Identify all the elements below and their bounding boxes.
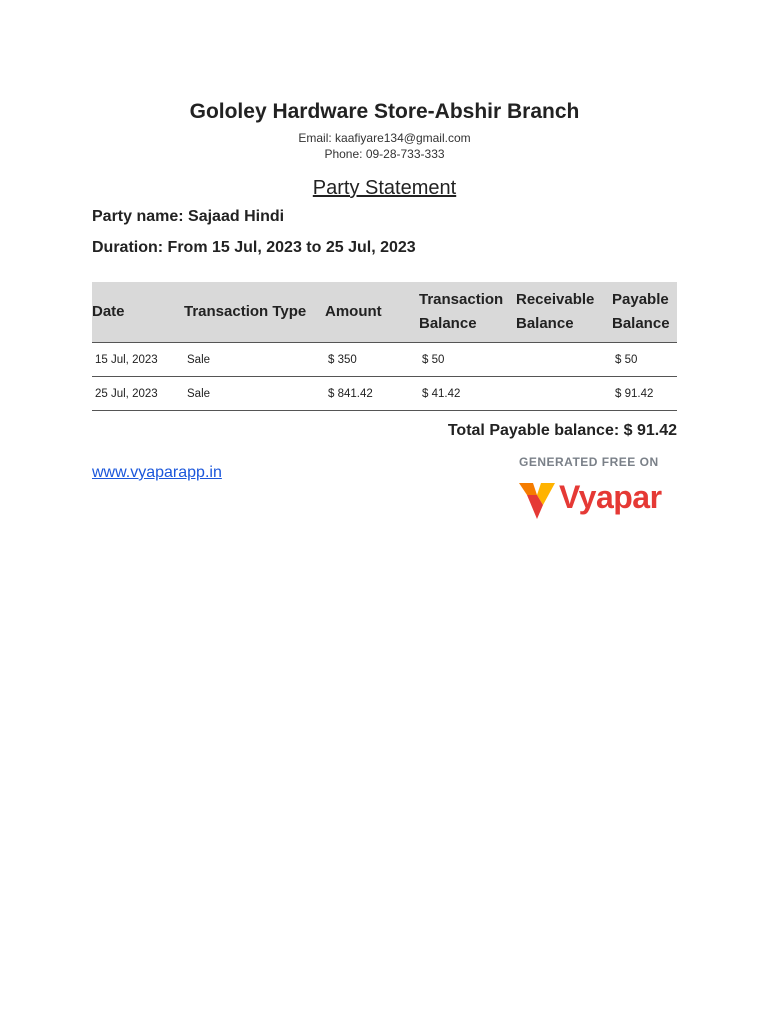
party-name: Party name: Sajaad Hindi	[92, 208, 285, 225]
store-email: Email: kaafiyare134@gmail.com	[298, 131, 471, 145]
website-link[interactable]: www.vyaparapp.in	[92, 464, 222, 481]
cell-date: 15 Jul, 2023	[92, 343, 184, 377]
cell-transaction-balance: $ 41.42	[419, 377, 516, 411]
column-header-amount: Amount	[325, 282, 419, 343]
table-row	[92, 377, 677, 411]
total-payable-balance: Total Payable balance: $ 91.42	[447, 422, 677, 439]
table-row	[92, 343, 677, 377]
vyapar-brand-name: Vyapar	[559, 479, 662, 515]
generated-free-tag: GENERATED FREE ON	[519, 455, 659, 469]
cell-transaction-type: Sale	[184, 377, 325, 411]
cell-transaction-type: Sale	[184, 343, 325, 377]
cell-receivable-balance	[516, 377, 612, 411]
column-header-payable-balance: Payable Balance	[612, 282, 677, 343]
column-header-date: Date	[92, 282, 184, 343]
column-header-transaction-type: Transaction Type	[184, 282, 325, 343]
cell-payable-balance: $ 91.42	[612, 377, 677, 411]
store-phone: Phone: 09-28-733-333	[324, 147, 445, 161]
cell-date: 25 Jul, 2023	[92, 377, 184, 411]
transactions-table	[92, 282, 677, 411]
cell-payable-balance: $ 50	[612, 343, 677, 377]
cell-transaction-balance: $ 50	[419, 343, 516, 377]
cell-amount: $ 350	[325, 343, 419, 377]
vyapar-branding	[519, 455, 677, 525]
cell-receivable-balance	[516, 343, 612, 377]
statement-title: Party Statement	[312, 177, 457, 199]
statement-duration: Duration: From 15 Jul, 2023 to 25 Jul, 2023	[92, 239, 416, 256]
table-header-row	[92, 282, 677, 343]
cell-amount: $ 841.42	[325, 377, 419, 411]
store-name: Gololey Hardware Store-Abshir Branch	[189, 100, 580, 123]
column-header-transaction-balance: Transaction Balance	[419, 282, 516, 343]
column-header-receivable-balance: Receivable Balance	[516, 282, 612, 343]
